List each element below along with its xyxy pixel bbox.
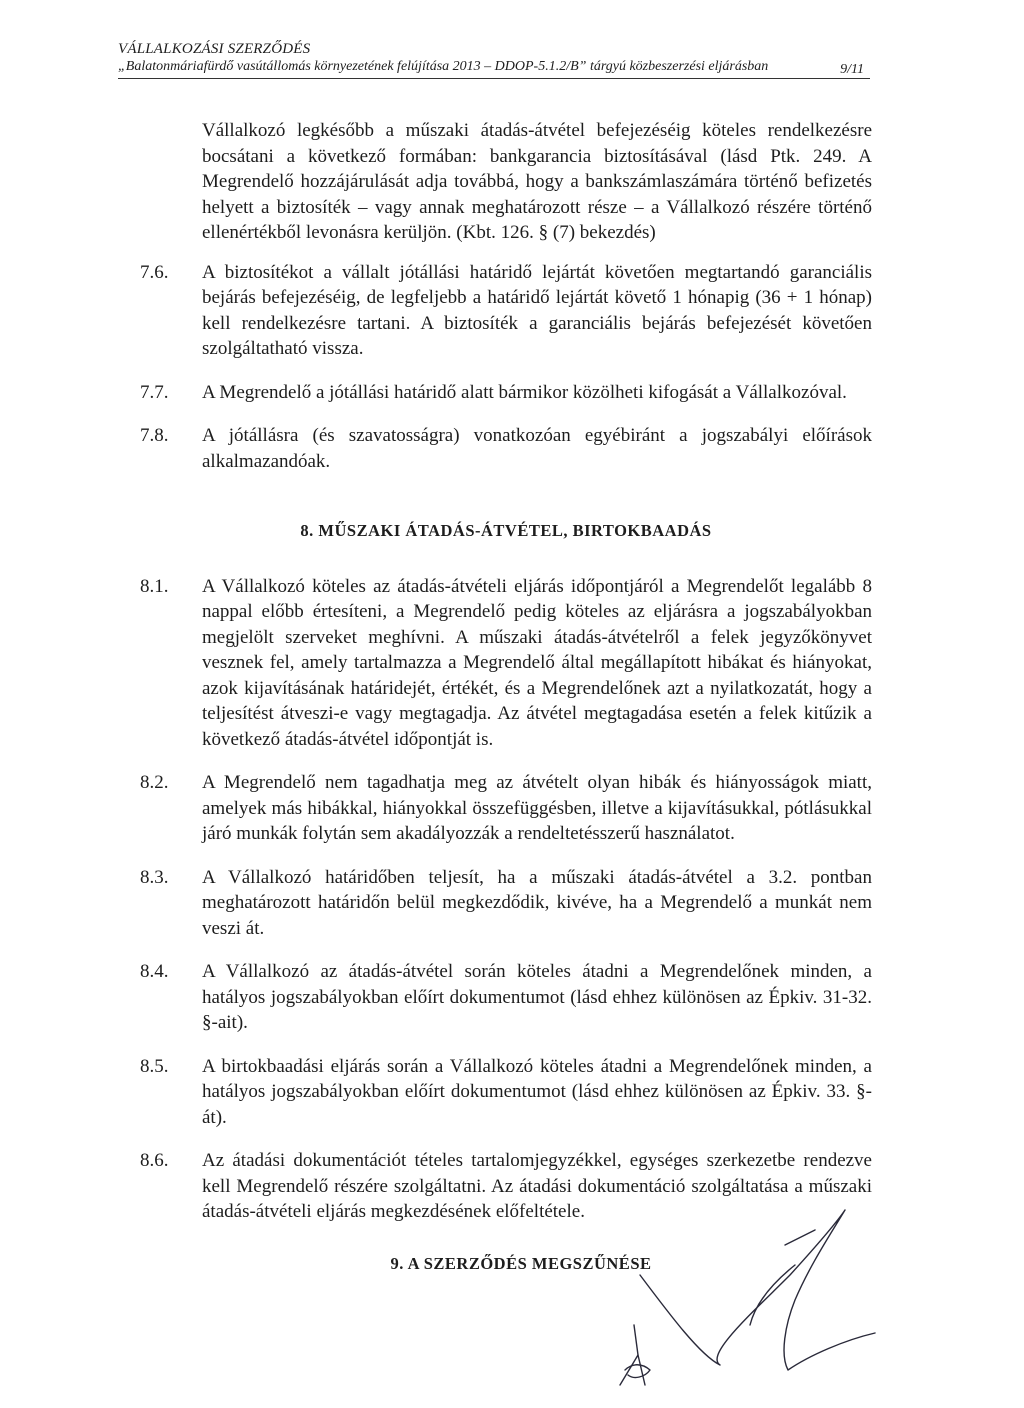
clause-text: Az átadási dokumentációt tételes tartalomjegyzékkel, egységes szerkezetbe rendezve kell Megrendelő részére szolgáltatni. Az átadási dokumentáció szolgáltatása a műszaki átadás-átvételi eljárás megkezdésének előfeltétele. — [202, 1150, 872, 1222]
header-title: VÁLLALKOZÁSI SZERZŐDÉS — [118, 41, 311, 57]
page-header — [118, 40, 870, 79]
clause-text: A Megrendelő nem tagadhatja meg az átvételt olyan hibák és hiányosságok miatt, amelyek más hibákkal, hiányokkal összefüggésben, illetve a kijavításukkal, pótlásukkal járó munkák folytán sem akadályozzák a rendeltetésszerű használatot. — [202, 772, 872, 844]
clause-7-8 — [140, 423, 872, 474]
clause-number: 8.6. — [140, 1150, 169, 1171]
section-9-heading: 9. A SZERZŐDÉS MEGSZŰNÉSE — [390, 1253, 652, 1273]
clause-number: 8.3. — [140, 866, 169, 888]
clause-7-6 — [140, 260, 872, 362]
clause-number: 8.1. — [140, 575, 169, 597]
clause-text: A Vállalkozó az átadás-átvétel során köteles átadni a Megrendelőnek minden, a hatályos jogszabályokban előírt dokumentumot (lásd ehhez különösen az Épkiv. 31-32. §-ait). — [202, 961, 872, 1033]
clause-number: 7.6. — [140, 261, 169, 283]
document-body — [140, 118, 872, 1306]
page-number: 9/11 — [840, 62, 864, 77]
handwritten-signature — [610, 1205, 880, 1395]
clause-text: A jótállásra (és szavatosságra) vonatkozóan egyébiránt a jogszabályi előírások alkalmazandóak. — [202, 425, 872, 472]
clause-text: A Megrendelő a jótállási határidő alatt bármikor közölheti kifogását a Vállalkozóval. — [202, 381, 847, 403]
clause-number: 8.2. — [140, 772, 169, 793]
clause-text: A Vállalkozó köteles az átadás-átvételi eljárás időpontjáról a Megrendelőt legalább 8 nappal előbb értesíteni, a Megrendelő pedig köteles az eljárásra a jogszabályokban megjelölt szerveket meghívni. A műszaki átadás-átvételről a felek jegyzőkönyvet vesznek fel, amely tartalmazza a Megrendelő által megállapított hibákat és hiányokat, azok kijavításának határidejét, értékét, és a Megrendelőnek azt a nyilatkozatát, hogy a teljesítést átveszi-e vagy megtagadja. Az átvétel megtagadása esetén a felek kitűzik a következő átadás-átvétel időpontját is. — [202, 575, 872, 750]
clause-8-1 — [140, 574, 872, 753]
clause-number: 8.4. — [140, 961, 169, 982]
header-subtitle: „Balatonmáriafürdő vasútállomás környezetének felújítása 2013 – DDOP-5.1.2/B” tárgyú közbeszerzési eljárásban — [118, 59, 769, 74]
clause-number: 7.8. — [140, 425, 169, 446]
intro-paragraph: Vállalkozó legkésőbb a műszaki átadás-átvétel befejezéséig köteles rendelkezésre bocsátani a következő formában: bankgarancia biztosításával (lásd Ptk. 249. A Megrendelő hozzájárulását adja továbbá, hogy a bankszámlaszámára történő befizetés helyett a biztosíték – vagy annak meghatározott része – a Vállalkozó részére történő ellenértékből levonásra kerüljön. (Kbt. 126. § (7) bekezdés) — [202, 120, 872, 243]
clause-8-2 — [140, 770, 872, 847]
clause-text: A biztosítékot a vállalt jótállási határidő lejártát követően megtartandó garanciális bejárás befejezéséig, de legfeljebb a határidő lejártát követő 1 hónapig (36 + 1 hónap) kell rendelkezésre tartani. A biztosíték a garanciális bejárás befejezését követően szolgáltatható vissza. — [202, 261, 872, 359]
clause-8-4 — [140, 959, 872, 1036]
clause-8-5 — [140, 1054, 872, 1131]
clause-7-7 — [140, 380, 872, 406]
clause-number: 7.7. — [140, 381, 169, 403]
clause-text: A birtokbaadási eljárás során a Vállalkozó köteles átadni a Megrendelőnek minden, a hatályos jogszabályokban előírt dokumentumot (lásd ehhez különösen az Épkiv. 33. §-át). — [202, 1055, 872, 1128]
clause-text: A Vállalkozó határidőben teljesít, ha a műszaki átadás-átvétel a 3.2. pontban meghatározott határidőn belül megkezdődik, kivéve, ha a Megrendelő a munkát nem veszi át. — [202, 866, 872, 939]
clause-8-3 — [140, 865, 872, 942]
clause-number: 8.5. — [140, 1055, 169, 1077]
section-8-heading: 8. MŰSZAKI ÁTADÁS-ÁTVÉTEL, BIRTOKBAADÁS — [300, 521, 712, 540]
